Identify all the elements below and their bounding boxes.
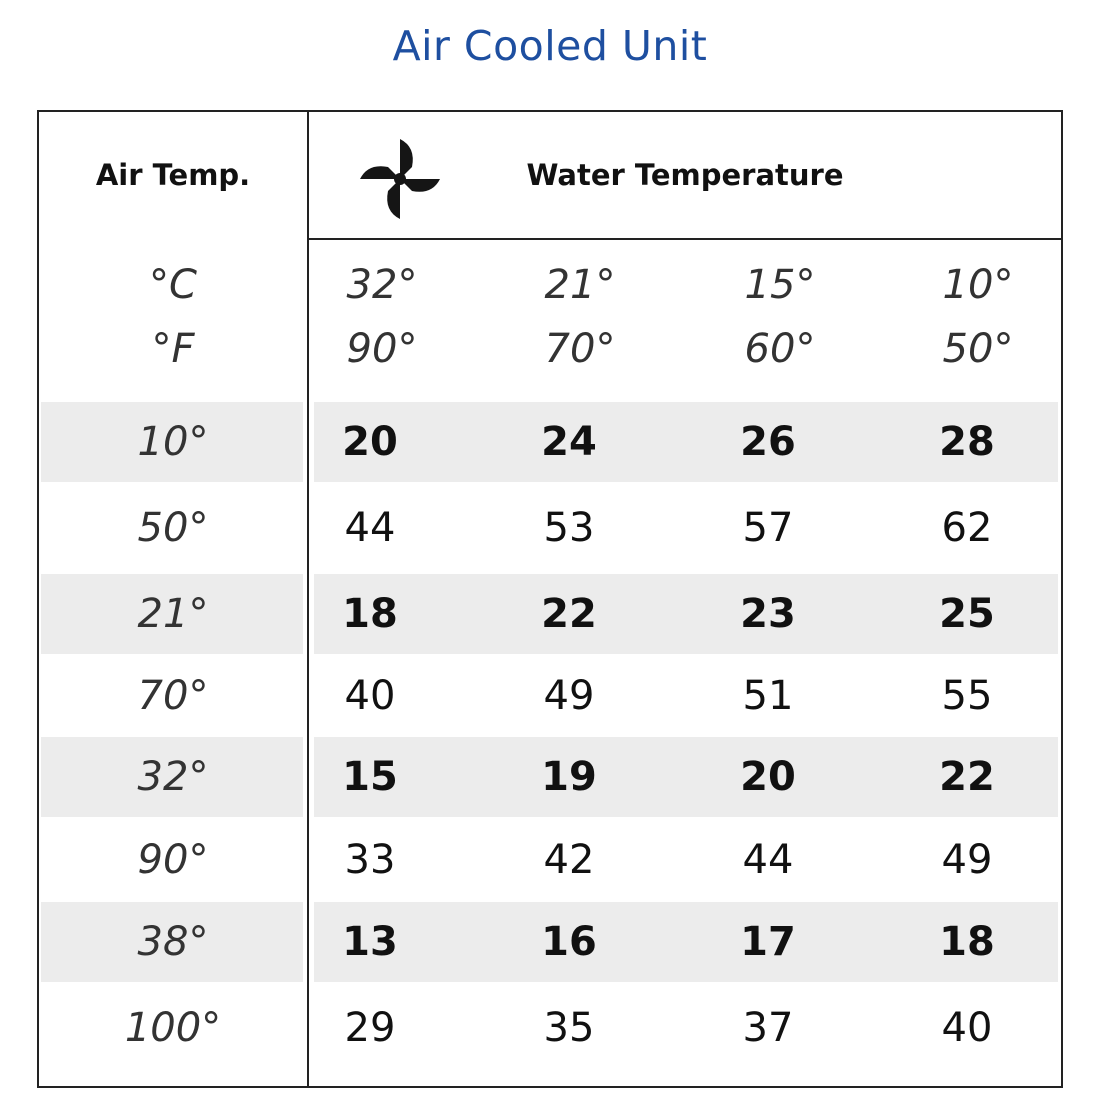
table-cell: 28 (939, 419, 995, 465)
air-temp-cell: 70° (137, 673, 209, 719)
table-cell: 49 (941, 837, 993, 883)
table-cell: 26 (740, 419, 796, 465)
table-cell: 49 (543, 673, 595, 719)
air-temp-cell: 21° (137, 591, 209, 637)
table-cell: 22 (939, 754, 995, 800)
table-cell: 44 (344, 505, 396, 551)
water-temp-f: 70° (544, 326, 616, 372)
water-temp-f: 90° (346, 326, 418, 372)
header-divider (309, 238, 1063, 240)
table-cell: 25 (939, 591, 995, 637)
table-cell: 18 (939, 919, 995, 965)
table-cell: 20 (342, 419, 398, 465)
table-cell: 40 (941, 1005, 993, 1051)
table-cell: 62 (941, 505, 993, 551)
water-temp-header: Water Temperature (526, 158, 844, 192)
water-temp-f: 60° (744, 326, 816, 372)
air-temp-cell: 50° (137, 505, 209, 551)
air-temp-cell: 38° (137, 919, 209, 965)
unit-celsius: °C (149, 262, 197, 308)
table-cell: 37 (742, 1005, 794, 1051)
water-temp-c: 32° (346, 262, 418, 308)
table-cell: 51 (742, 673, 794, 719)
water-temp-c: 21° (544, 262, 616, 308)
table-cell: 13 (342, 919, 398, 965)
table-cell: 22 (541, 591, 597, 637)
water-temp-c: 15° (744, 262, 816, 308)
table-cell: 16 (541, 919, 597, 965)
page-title: Air Cooled Unit (392, 22, 708, 70)
fan-icon (358, 137, 442, 221)
air-temp-cell: 10° (137, 419, 209, 465)
air-temp-cell: 32° (137, 754, 209, 800)
table-cell: 35 (543, 1005, 595, 1051)
table-cell: 44 (742, 837, 794, 883)
table-cell: 57 (742, 505, 794, 551)
table-cell: 33 (344, 837, 396, 883)
table-cell: 53 (543, 505, 595, 551)
unit-fahrenheit: °F (151, 326, 195, 372)
table-cell: 55 (941, 673, 993, 719)
table-cell: 29 (344, 1005, 396, 1051)
table-cell: 42 (543, 837, 595, 883)
water-temp-c: 10° (942, 262, 1014, 308)
air-temp-cell: 100° (124, 1005, 222, 1051)
air-temp-cell: 90° (137, 837, 209, 883)
table-cell: 40 (344, 673, 396, 719)
table-cell: 23 (740, 591, 796, 637)
table-cell: 24 (541, 419, 597, 465)
water-temp-f: 50° (942, 326, 1014, 372)
table-cell: 19 (541, 754, 597, 800)
air-temp-header: Air Temp. (95, 158, 251, 192)
table-cell: 18 (342, 591, 398, 637)
table-cell: 15 (342, 754, 398, 800)
table-cell: 17 (740, 919, 796, 965)
table-cell: 20 (740, 754, 796, 800)
